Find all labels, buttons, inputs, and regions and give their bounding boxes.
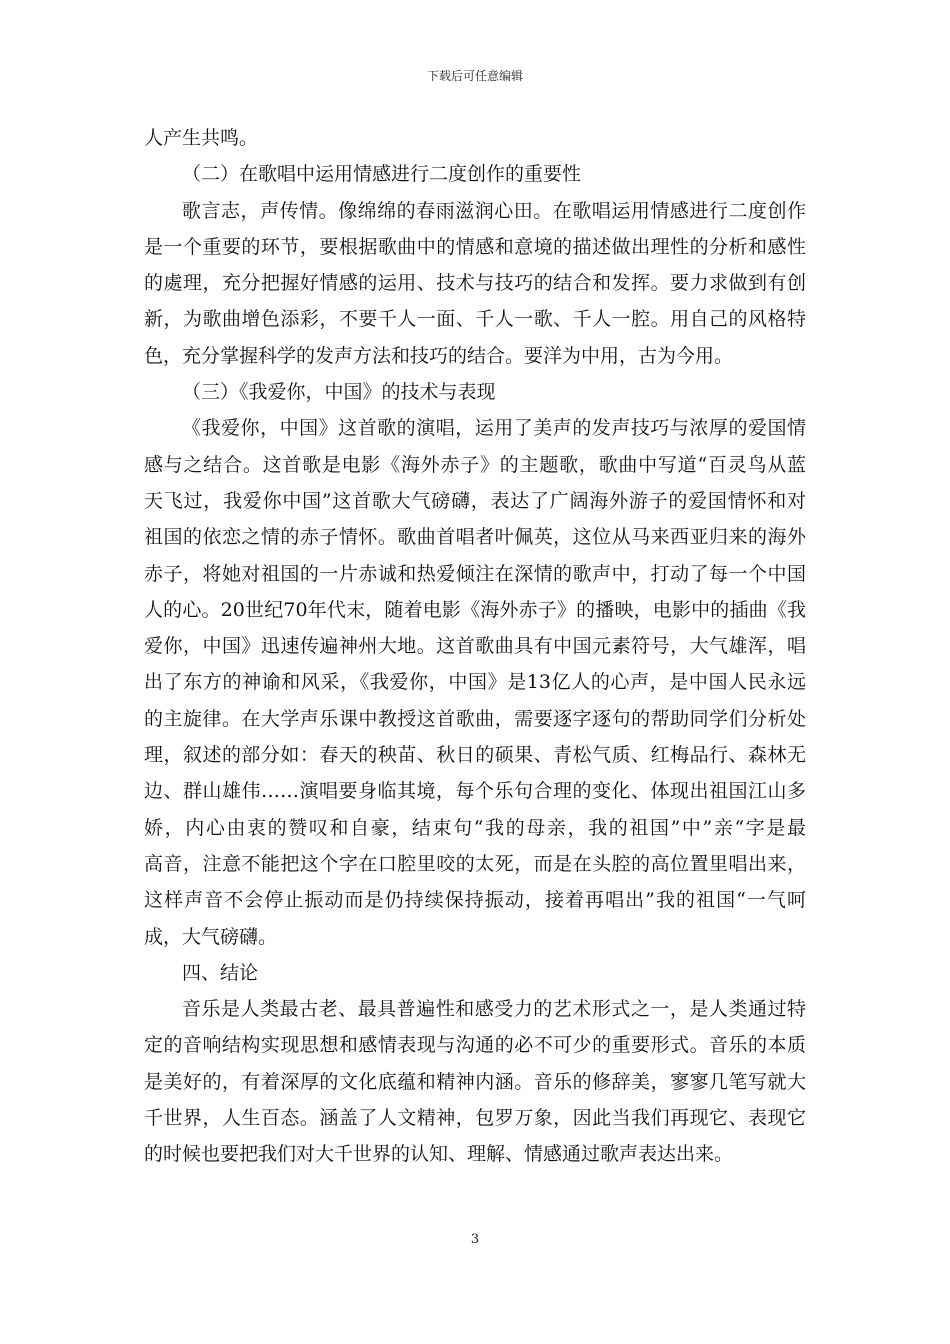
paragraph-line: 是一个重要的环节，要根据歌曲中的情感和意境的描述做出理性的分析和感性 [144, 235, 806, 258]
paragraph-line: 新，为歌曲增色添彩，不要千人一面、千人一歌、千人一腔。用自己的风格特 [144, 308, 806, 331]
paragraph-line: 出了东方的神谕和风采，《我爱你，中国》是13亿人的心声，是中国人民永远 [144, 671, 806, 694]
paragraph-line: 人的心。20世纪70年代末，随着电影《海外赤子》的播映，电影中的插曲《我 [144, 598, 806, 621]
paragraph-line: 祖国的依恋之情的赤子情怀。歌曲首唱者叶佩英，这位从马来西亚归来的海外 [144, 526, 806, 549]
paragraph-line: 色，充分掌握科学的发声方法和技巧的结合。要洋为中用，古为今用。 [144, 344, 734, 367]
paragraph-line: 天飞过，我爱你中国”这首歌大气磅礴，表达了广阔海外游子的爱国情怀和对 [144, 489, 806, 512]
paragraph-line: 音乐是人类最古老、最具普遍性和感受力的艺术形式之一，是人类通过特 [182, 998, 806, 1021]
paragraph-line: 爱你，中国》迅速传遍神州大地。这首歌曲具有中国元素符号，大气雄浑，唱 [144, 635, 806, 658]
paragraph-line: 《我爱你，中国》这首歌的演唱，运用了美声的发声技巧与浓厚的爱国情 [182, 417, 806, 440]
paragraph-line: 人产生共鸣。 [144, 127, 259, 149]
section-heading: （二）在歌唱中运用情感进行二度创作的重要性 [182, 163, 582, 186]
paragraph-line: 高音，注意不能把这个字在口腔里咬的太死，而是在头腔的高位置里唱出来， [144, 852, 806, 875]
section-heading: （三）《我爱你，中国》的技术与表现 [182, 381, 496, 404]
paragraph-line: 理，叙述的部分如：春天的秧苗、秋日的硕果、青松气质、红梅品行、森林无 [144, 744, 806, 767]
paragraph-line: 千世界，人生百态。涵盖了人文精神，包罗万象，因此当我们再现它、表现它 [144, 1107, 806, 1130]
paragraph-line: 赤子，将她对祖国的一片赤诚和热爱倾注在深情的歌声中，打动了每一个中国 [144, 562, 806, 585]
paragraph-line: 定的音响结构实现思想和感情表现与沟通的必不可少的重要形式。音乐的本质 [144, 1034, 806, 1057]
page-number: 3 [470, 1232, 480, 1247]
paragraph-line: 的主旋律。在大学声乐课中教授这首歌曲，需要逐字逐句的帮助同学们分析处 [144, 707, 806, 730]
paragraph-line: 这样声音不会停止振动而是仍持续保持振动，接着再唱出”我的祖国“一气呵 [144, 889, 806, 912]
paragraph-line: 是美好的，有着深厚的文化底蕴和精神内涵。音乐的修辞美，寥寥几笔写就大 [144, 1070, 806, 1093]
paragraph-line: 成，大气磅礴。 [144, 925, 278, 948]
download-note: 下载后可任意编辑 [426, 69, 523, 83]
paragraph-line: 边、群山雄伟……演唱要身临其境，每个乐句合理的变化、体现出祖国江山多 [144, 780, 806, 803]
paragraph-line: 娇，内心由衷的赞叹和自豪，结束句“我的母亲，我的祖国”中”亲“字是最 [144, 816, 806, 839]
section-heading: 四、结论 [182, 961, 259, 984]
paragraph-line: 感与之结合。这首歌是电影《海外赤子》的主题歌，歌曲中写道“百灵鸟从蓝 [144, 453, 806, 476]
paragraph-line: 歌言志，声传情。像绵绵的春雨滋润心田。在歌唱运用情感进行二度创作 [182, 199, 806, 222]
body-text [144, 120, 806, 1173]
paragraph-line: 的處理，充分把握好情感的运用、技术与技巧的结合和发挥。要力求做到有创 [144, 272, 806, 295]
paragraph-line: 的时候也要把我们对大千世界的认知、理解、情感通过歌声表达出来。 [144, 1143, 734, 1166]
